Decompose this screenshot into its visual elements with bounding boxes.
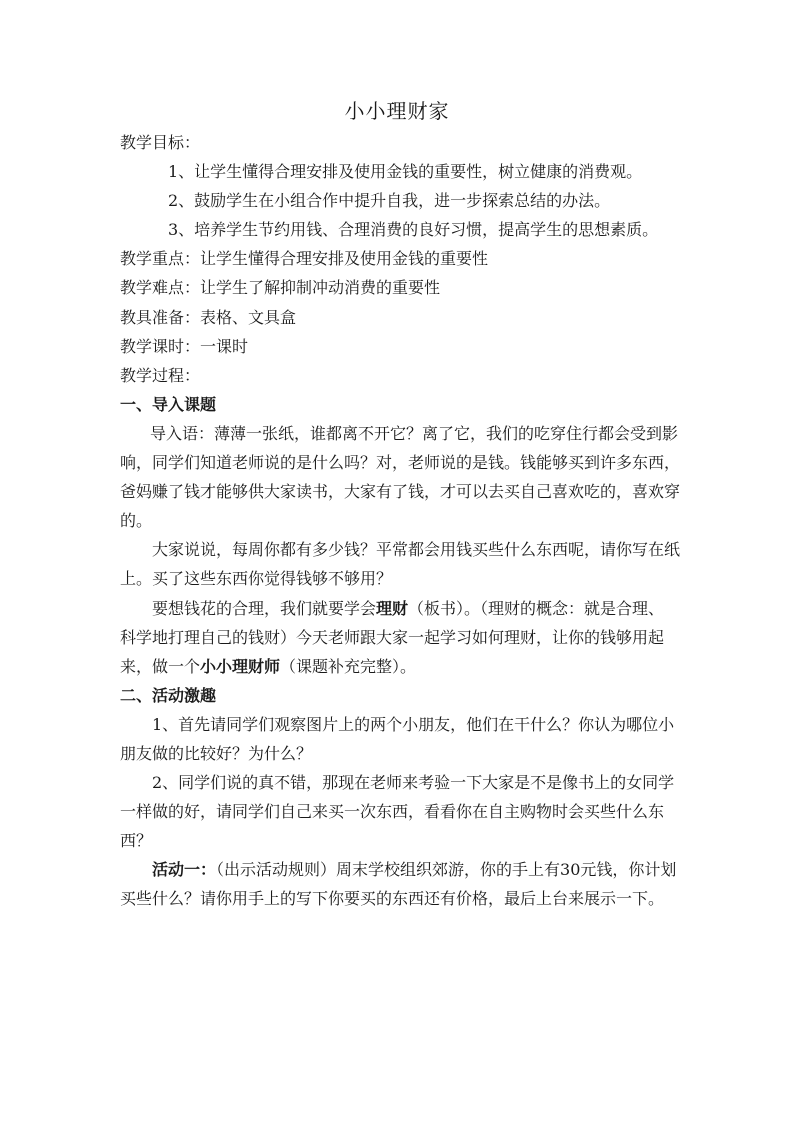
finance-keyword: 理财 [376,598,409,618]
observe-paragraph: 1、首先请同学们观察图片上的两个小朋友，他们在干什么？你认为哪位小朋友做的比较好？为什么？ [120,714,675,763]
section-heading-activity: 二、活动激趣 [120,685,217,705]
objectives-label: 教学目标： [120,133,201,152]
objective-item-2: 2、鼓励学生在小组合作中提升自我，进一步探索总结的办法。 [168,191,611,211]
materials: 教具准备：表格、文具盒 [120,307,297,327]
activity-one-text: （出示活动规则）周末学校组织郊游，你的手上有30元钱，你计划买些什么？请你用手上的写下你要买的东西还有价格，最后上台来展示一下。 [120,860,677,909]
document-title: 小小理财家 [344,99,450,123]
difficulty: 教学难点：让学生了解抑制冲动消费的重要性 [120,278,441,298]
key-point: 教学重点：让学生懂得合理安排及使用金钱的重要性 [120,249,489,269]
lesson-title-keyword: 小小理财师 [200,656,281,676]
periods: 教学课时：一课时 [120,336,249,356]
objective-item-3: 3、培养学生节约用钱、合理消费的良好习惯，提高学生的思想素质。 [168,220,659,240]
activity-one-label: 活动一： [152,860,217,880]
finance-concept-paragraph [120,594,680,681]
finance-text-c: （板书）。（理财的概念：就是合理、科学地打理自己的钱财）今天老师跟大家一起学习如何理财，让你的钱够用起来，做一个 [120,598,665,676]
activity-one-paragraph [120,855,680,913]
objective-item-1: 1、让学生懂得合理安排及使用金钱的重要性，树立健康的消费观。 [168,162,643,182]
document-body [120,128,680,914]
intro-paragraph: 导入语：薄薄一张纸，谁都离不开它？离了它，我们的吃穿住行都会受到影响，同学们知道老师说的是什么吗？对，老师说的是钱。钱能够买到许多东西，爸妈赚了钱才能够供大家读书，大家有了钱，才可以去买自己喜欢吃的，喜欢穿的。 [120,423,681,531]
finance-text-a: 要想钱花的合理，我们就要学会 [152,598,377,618]
finance-text-e: （课题补充完整）。 [280,656,417,676]
process-label: 教学过程： [120,365,201,385]
shopping-paragraph: 2、同学们说的真不错，那现在老师来考验一下大家是不是像书上的女同学一样做的好，请同学们自己来买一次东西，看看你在自主购物时会买些什么东西？ [120,773,675,851]
section-heading-intro: 一、导入课题 [120,394,217,414]
weekly-money-paragraph: 大家说说，每周你都有多少钱？平常都会用钱买些什么东西呢，请你写在纸上。买了这些东西你觉得钱够不够用？ [120,540,681,589]
